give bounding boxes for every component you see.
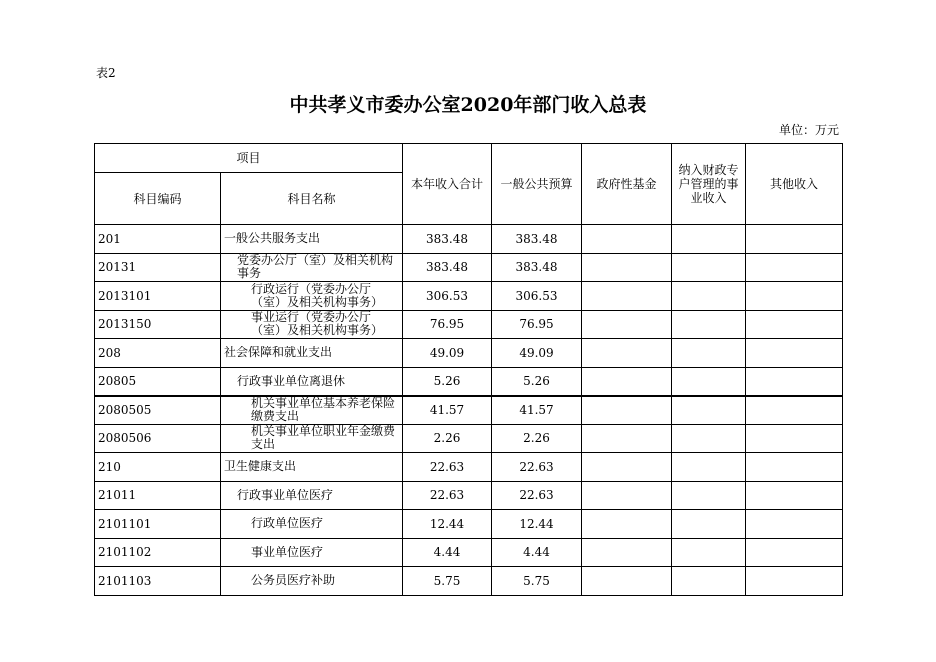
table-row <box>95 253 843 282</box>
subject-code-cell: 201 <box>95 225 221 254</box>
general-budget-cell: 5.26 <box>492 367 582 396</box>
total-cell: 5.26 <box>403 367 492 396</box>
header-subject-code: 科目编码 <box>95 173 221 225</box>
subject-code-cell: 20805 <box>95 367 221 396</box>
gov-fund-cell <box>582 310 672 339</box>
other-income-cell <box>746 424 843 453</box>
table-row <box>95 538 843 567</box>
header-total: 本年收入合计 <box>403 144 492 225</box>
header-gov-fund: 政府性基金 <box>582 144 672 225</box>
gov-fund-cell <box>582 367 672 396</box>
other-income-cell <box>746 253 843 282</box>
table-row <box>95 567 843 596</box>
table-row <box>95 453 843 482</box>
subject-name-cell <box>221 310 403 339</box>
other-income-cell <box>746 225 843 254</box>
general-budget-cell: 4.44 <box>492 538 582 567</box>
other-income-cell <box>746 510 843 539</box>
table-row <box>95 424 843 453</box>
revenue-table <box>94 143 843 596</box>
other-income-cell <box>746 367 843 396</box>
total-cell: 306.53 <box>403 282 492 311</box>
total-cell: 5.75 <box>403 567 492 596</box>
table-row <box>95 396 843 425</box>
subject-code-cell: 21011 <box>95 481 221 510</box>
total-cell: 2.26 <box>403 424 492 453</box>
table-row <box>95 310 843 339</box>
total-cell: 76.95 <box>403 310 492 339</box>
subject-code-cell: 20131 <box>95 253 221 282</box>
gov-fund-cell <box>582 253 672 282</box>
subject-name-text: 行政事业单位医疗 <box>237 488 334 502</box>
subject-name-cell <box>221 481 403 510</box>
gov-fund-cell <box>582 453 672 482</box>
subject-name-text: 事业单位医疗 <box>251 545 324 559</box>
subject-name-text: 事业运行（党委办公厅（室）及相关机构事务） <box>251 311 384 338</box>
special-account-cell <box>672 225 746 254</box>
special-account-cell <box>672 453 746 482</box>
gov-fund-cell <box>582 339 672 368</box>
table-row <box>95 367 843 396</box>
subject-name-cell <box>221 282 403 311</box>
other-income-cell <box>746 339 843 368</box>
gov-fund-cell <box>582 538 672 567</box>
page-title: 中共孝义市委办公室2020年部门收入总表 <box>289 94 647 116</box>
general-budget-cell: 306.53 <box>492 282 582 311</box>
special-account-cell <box>672 424 746 453</box>
general-budget-cell: 2.26 <box>492 424 582 453</box>
subject-name-cell <box>221 424 403 453</box>
general-budget-cell: 41.57 <box>492 396 582 425</box>
other-income-cell <box>746 396 843 425</box>
subject-code-cell: 210 <box>95 453 221 482</box>
subject-code-cell: 208 <box>95 339 221 368</box>
special-account-cell <box>672 510 746 539</box>
subject-name-cell <box>221 253 403 282</box>
subject-name-text: 行政运行（党委办公厅（室）及相关机构事务） <box>251 282 384 309</box>
table-row <box>95 339 843 368</box>
other-income-cell <box>746 453 843 482</box>
gov-fund-cell <box>582 567 672 596</box>
subject-name-cell <box>221 225 403 254</box>
general-budget-cell: 12.44 <box>492 510 582 539</box>
special-account-cell <box>672 253 746 282</box>
subject-name-text: 行政单位医疗 <box>251 517 324 531</box>
other-income-cell <box>746 310 843 339</box>
subject-name-cell <box>221 396 403 425</box>
total-cell: 383.48 <box>403 253 492 282</box>
header-general-budget: 一般公共预算 <box>492 144 582 225</box>
subject-name-cell <box>221 510 403 539</box>
general-budget-cell: 49.09 <box>492 339 582 368</box>
subject-name-cell <box>221 367 403 396</box>
gov-fund-cell <box>582 282 672 311</box>
subject-name-text: 卫生健康支出 <box>224 460 297 474</box>
subject-name-text: 机关事业单位职业年金缴费支出 <box>251 425 396 452</box>
table-label: 表2 <box>96 66 116 80</box>
special-account-cell <box>672 310 746 339</box>
header-special-account: 纳入财政专户管理的事业收入 <box>672 144 746 225</box>
table-row <box>95 481 843 510</box>
subject-name-text: 机关事业单位基本养老保险缴费支出 <box>251 397 396 423</box>
table-row <box>95 282 843 311</box>
other-income-cell <box>746 538 843 567</box>
subject-name-text: 行政事业单位离退休 <box>237 374 346 388</box>
subject-name-text: 社会保障和就业支出 <box>224 346 333 360</box>
subject-name-cell <box>221 453 403 482</box>
header-subject-name: 科目名称 <box>221 173 403 225</box>
other-income-cell <box>746 481 843 510</box>
total-cell: 22.63 <box>403 481 492 510</box>
special-account-cell <box>672 396 746 425</box>
subject-code-cell: 2080506 <box>95 424 221 453</box>
special-account-cell <box>672 538 746 567</box>
general-budget-cell: 5.75 <box>492 567 582 596</box>
subject-code-cell: 2101101 <box>95 510 221 539</box>
total-cell: 49.09 <box>403 339 492 368</box>
subject-name-text: 公务员医疗补助 <box>251 574 336 588</box>
special-account-cell <box>672 282 746 311</box>
total-cell: 4.44 <box>403 538 492 567</box>
header-project: 项目 <box>95 144 403 173</box>
total-cell: 22.63 <box>403 453 492 482</box>
total-cell: 383.48 <box>403 225 492 254</box>
table-row <box>95 225 843 254</box>
subject-code-cell: 2101102 <box>95 538 221 567</box>
subject-name-cell <box>221 567 403 596</box>
other-income-cell <box>746 567 843 596</box>
table-row <box>95 510 843 539</box>
subject-name-cell <box>221 339 403 368</box>
subject-code-cell: 2101103 <box>95 567 221 596</box>
general-budget-cell: 76.95 <box>492 310 582 339</box>
header-other: 其他收入 <box>746 144 843 225</box>
subject-name-text: 党委办公厅（室）及相关机构事务 <box>237 254 394 281</box>
general-budget-cell: 22.63 <box>492 453 582 482</box>
general-budget-cell: 22.63 <box>492 481 582 510</box>
subject-code-cell: 2080505 <box>95 396 221 425</box>
general-budget-cell: 383.48 <box>492 225 582 254</box>
subject-name-text: 一般公共服务支出 <box>224 232 321 246</box>
gov-fund-cell <box>582 396 672 425</box>
subject-code-cell: 2013101 <box>95 282 221 311</box>
special-account-cell <box>672 339 746 368</box>
gov-fund-cell <box>582 225 672 254</box>
special-account-cell <box>672 567 746 596</box>
special-account-cell <box>672 367 746 396</box>
general-budget-cell: 383.48 <box>492 253 582 282</box>
gov-fund-cell <box>582 481 672 510</box>
total-cell: 41.57 <box>403 396 492 425</box>
total-cell: 12.44 <box>403 510 492 539</box>
unit-label: 单位：万元 <box>778 123 839 137</box>
subject-name-cell <box>221 538 403 567</box>
special-account-cell <box>672 481 746 510</box>
other-income-cell <box>746 282 843 311</box>
gov-fund-cell <box>582 424 672 453</box>
subject-code-cell: 2013150 <box>95 310 221 339</box>
gov-fund-cell <box>582 510 672 539</box>
